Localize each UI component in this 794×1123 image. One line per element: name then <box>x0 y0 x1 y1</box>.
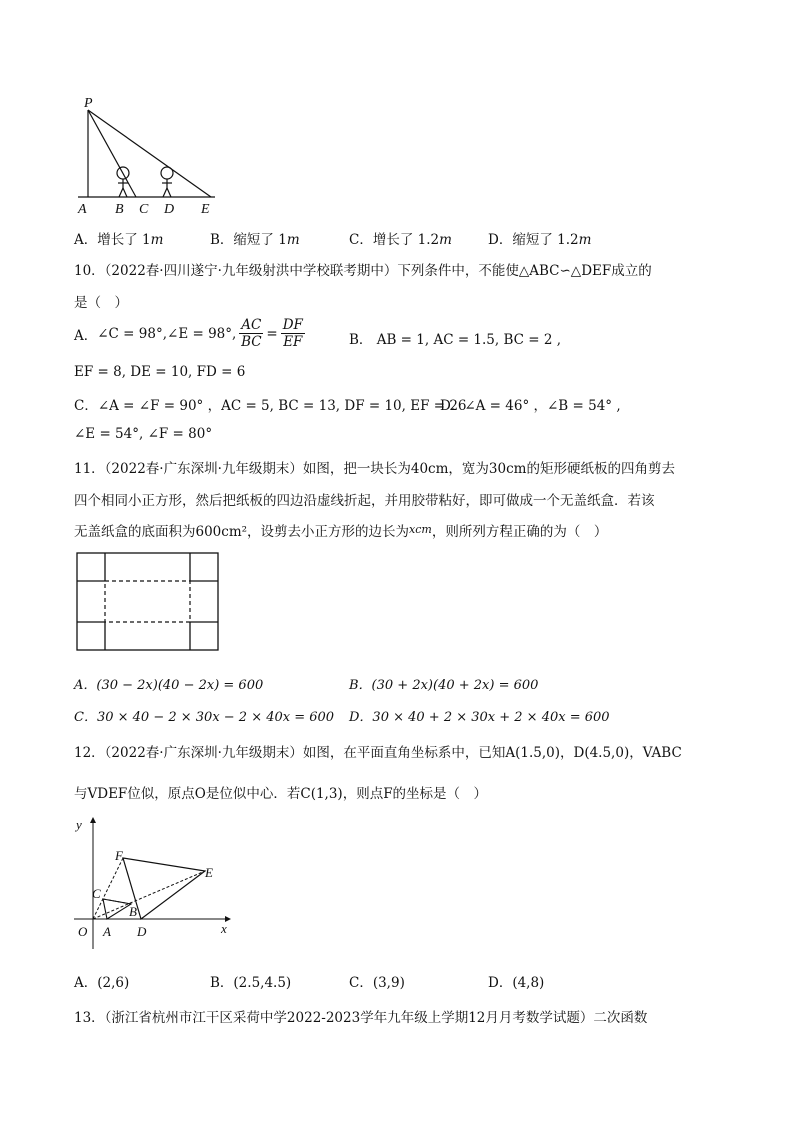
q9-option-c[interactable]: C．增长了 1.2m <box>349 232 452 248</box>
light-ray-to-e <box>88 110 211 197</box>
label-c: C <box>92 886 101 901</box>
label-d: D <box>137 924 147 939</box>
label-p: P <box>84 96 93 111</box>
label-f: F <box>115 848 123 863</box>
fold-lines-dashed <box>105 581 190 622</box>
q11-option-a[interactable]: A．(30 − 2x)(40 − 2x) = 600 <box>74 678 264 693</box>
cardboard-outline <box>77 553 218 650</box>
light-ray-to-c <box>88 110 136 197</box>
q9-option-a[interactable]: A．增长了 1m <box>74 232 164 248</box>
q11-option-b[interactable]: B．(30 + 2x)(40 + 2x) = 600 <box>349 678 539 693</box>
label-o: O <box>78 924 88 939</box>
q11-stem-line2: 四个相同小正方形，然后把纸板的四边沿虚线折起，并用胶带粘好，即可做成一个无盖纸盒．若该 <box>74 493 655 509</box>
q10-option-d-cont: ∠E = 54°, ∠F = 80° <box>74 426 213 442</box>
label-c: C <box>139 202 149 215</box>
q10-stem-line2: 是（ ） <box>74 295 128 311</box>
q12-stem-line2: 与VDEF位似，原点O是位似中心．若C(1,3)，则点F的坐标是（ ） <box>74 786 488 802</box>
q12-option-a[interactable]: A．(2,6) <box>74 975 130 991</box>
q9-option-d[interactable]: D．缩短了 1.2m <box>488 232 592 248</box>
label-a: A <box>78 202 87 215</box>
q10-stem-line1: 10．（2022春·四川遂宁·九年级射洪中学校联考期中）下列条件中，不能使△ABC∽△DEF成立的 <box>74 263 652 279</box>
q11-stem-line1: 11．（2022春·广东深圳·九年级期末）如图，把一块长为40cm，宽为30cm的矩形硬纸板的四角剪去 <box>74 461 675 477</box>
label-y: y <box>76 817 82 832</box>
q12-option-b[interactable]: B．(2.5,4.5) <box>210 975 292 991</box>
figure-coordinate-plane <box>70 814 240 954</box>
q9-option-b[interactable]: B．缩短了 1m <box>210 232 300 248</box>
label-a: A <box>103 924 111 939</box>
q11-option-d[interactable]: D．30 × 40 + 2 × 30x + 2 × 40x = 600 <box>349 710 610 725</box>
q12-option-d[interactable]: D．(4,8) <box>488 975 545 991</box>
q11-option-c[interactable]: C．30 × 40 − 2 × 30x − 2 × 40x = 600 <box>74 710 335 725</box>
q12-stem-line1: 12．（2022春·广东深圳·九年级期末）如图，在平面直角坐标系中，已知A(1.5,0)，D(4.5,0)，VABC <box>74 745 682 761</box>
q10-option-b[interactable]: B． AB = 1, AC = 1.5, BC = 2 , <box>349 332 562 348</box>
figure-cardboard <box>76 552 222 654</box>
person-2-head <box>161 167 173 179</box>
q10-option-c[interactable]: C．∠A = ∠F = 90° ，AC = 5, BC = 13, DF = 10, EF = 26 <box>74 398 467 414</box>
q10-option-b-cont: EF = 8, DE = 10, FD = 6 <box>74 364 246 380</box>
label-d: D <box>164 202 175 215</box>
label-e: E <box>205 865 213 880</box>
label-x: x <box>221 921 227 936</box>
q13-stem-line1: 13．（浙江省杭州市江干区采荷中学2022-2023学年九年级上学期12月月考数学试题）二次函数 <box>74 1010 648 1026</box>
q10-option-a[interactable]: A． ∠C = 98°,∠E = 98°, $\frac{AC}{BC}$ = $\frac{DF}{EF}$ <box>74 317 303 350</box>
q11-stem-line3: 无盖纸盒的底面积为600cm²，设剪去小正方形的边长为$^{xcm}$，则所列方程正确的为（ ） <box>74 523 608 540</box>
figure-shadow-lamp <box>70 90 230 215</box>
q12-option-c[interactable]: C．(3,9) <box>349 975 405 991</box>
label-e: E <box>201 202 210 215</box>
label-b: B <box>115 202 124 215</box>
q10-option-d[interactable]: D．∠A = 46° ，∠B = 54° , <box>440 398 621 414</box>
label-b: B <box>129 904 137 919</box>
